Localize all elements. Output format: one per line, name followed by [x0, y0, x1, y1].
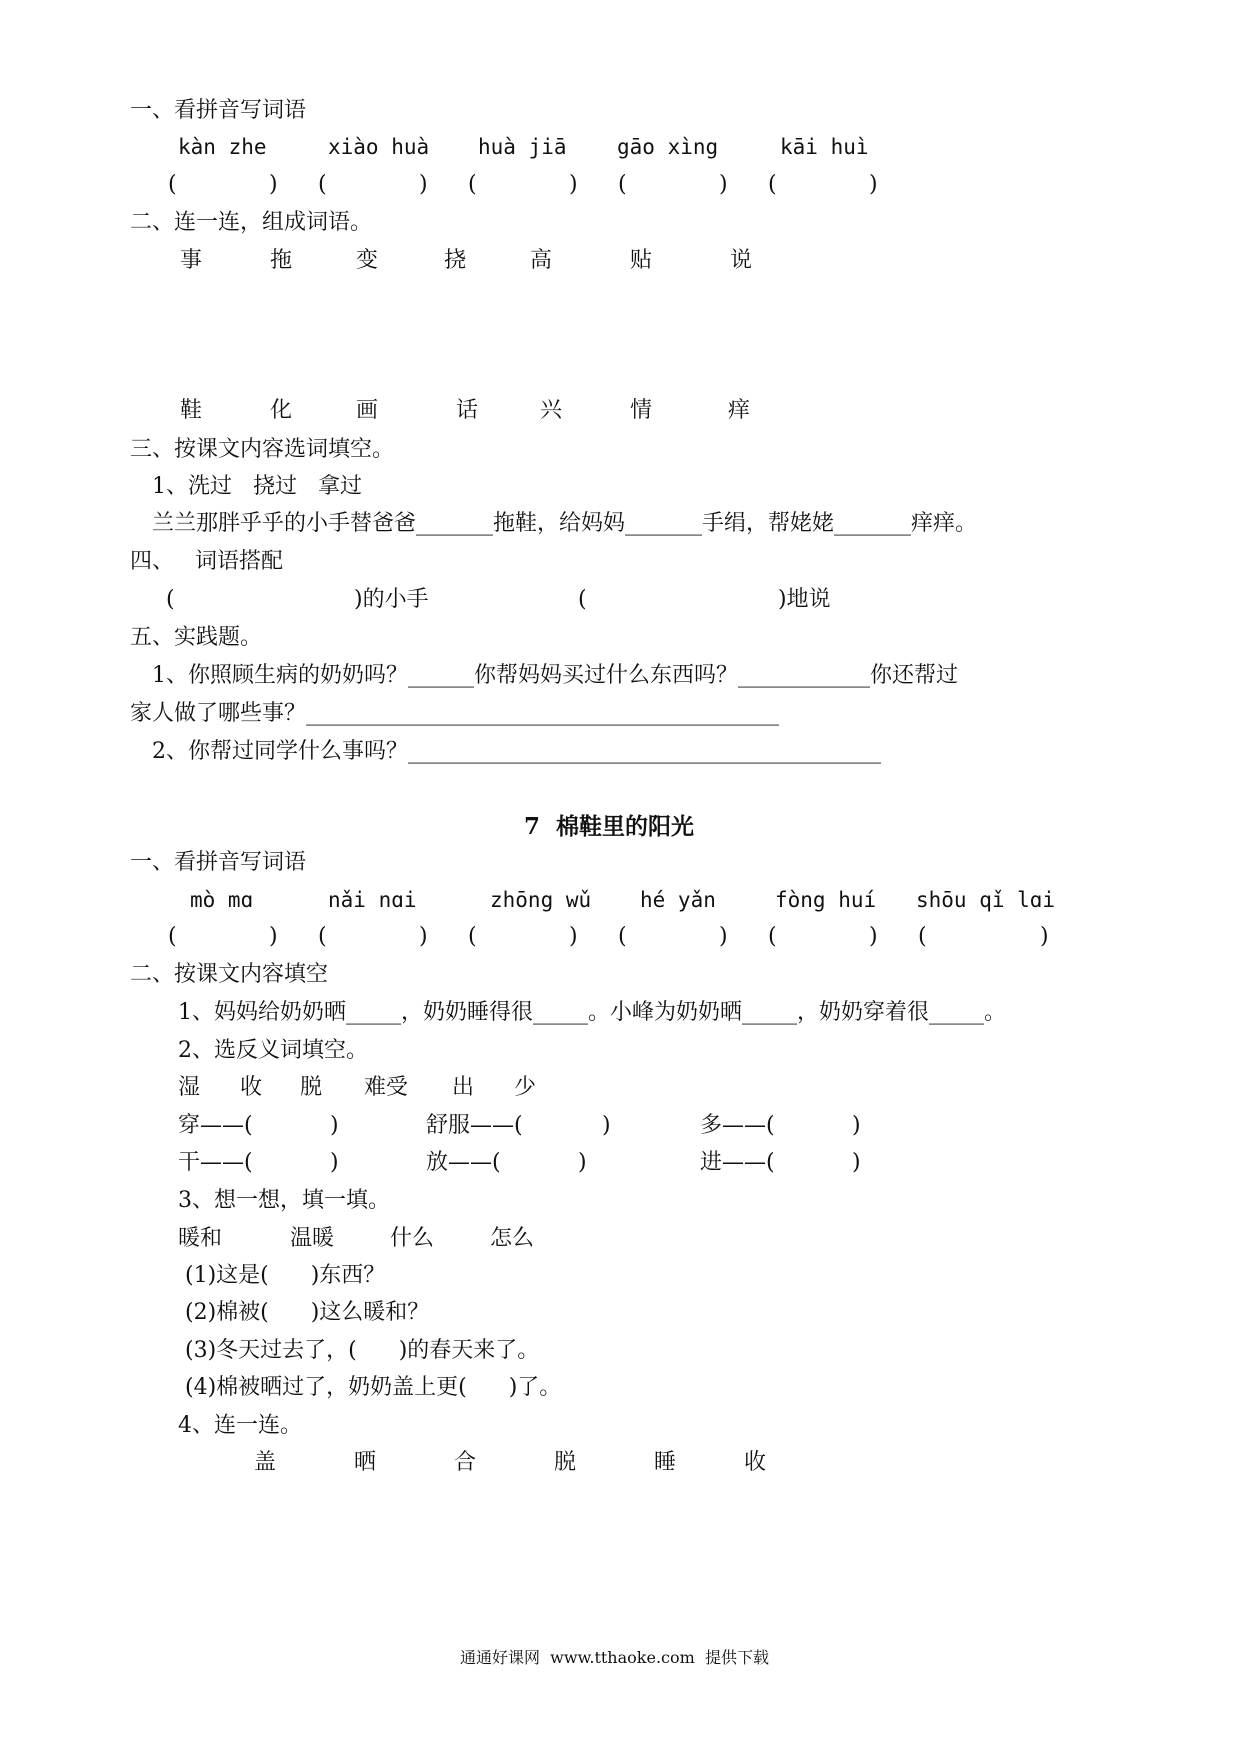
paren-close: ) — [419, 924, 428, 949]
match-char: 高 — [530, 248, 553, 273]
fill-item: (3)冬天过去了，( )的春天来了。 — [185, 1338, 540, 1363]
fill-sentence: 1、妈妈给奶奶晒_____，奶奶睡得很_____。小峰为奶奶晒_____，奶奶穿着很_____。 — [178, 1000, 1006, 1025]
pinyin-item: kàn zhe — [178, 135, 267, 159]
paren-close: ) — [569, 172, 578, 197]
pinyin-item: xiào huà — [328, 135, 430, 159]
match-char: 话 — [456, 398, 479, 423]
antonym-prompt: 干——( — [178, 1150, 253, 1175]
practice-question: 2、你帮过同学什么事吗？___________________________________________ — [152, 739, 881, 764]
match-char: 睡 — [654, 1450, 677, 1475]
paren-close: ) — [852, 1113, 861, 1138]
paren-open: ( — [168, 924, 177, 949]
paren-open: ( — [318, 924, 327, 949]
bank-word: 难受 — [364, 1075, 409, 1100]
pinyin-item: mò mɑ — [190, 888, 254, 912]
paren-open: ( — [918, 924, 927, 949]
match-char: 盖 — [254, 1450, 277, 1475]
match-char: 脱 — [554, 1450, 577, 1475]
bank-word: 什么 — [390, 1226, 435, 1251]
match-char: 贴 — [630, 248, 653, 273]
paren-close: ) — [602, 1113, 611, 1138]
match-char: 变 — [356, 248, 379, 273]
page-footer: 通通好课网 www.tthaoke.com 提供下载 — [460, 1648, 769, 1667]
paren-open: ( — [468, 924, 477, 949]
paren-close: ) — [419, 172, 428, 197]
paren-close: ) — [869, 172, 878, 197]
bank-word: 收 — [240, 1075, 263, 1100]
collocation-hand: )的小手 — [354, 587, 429, 612]
paren-open: ( — [618, 172, 627, 197]
match-char: 痒 — [728, 398, 751, 423]
match-char: 画 — [356, 398, 379, 423]
paren-open: ( — [166, 587, 175, 612]
paren-open: ( — [468, 172, 477, 197]
collocation-say: )地说 — [778, 587, 831, 612]
match-char: 鞋 — [180, 398, 203, 423]
antonym-title: 2、选反义词填空。 — [178, 1038, 368, 1063]
match-char: 挠 — [444, 248, 467, 273]
match-char: 化 — [270, 398, 293, 423]
fill-item: (2)棉被( )这么暖和？ — [185, 1300, 430, 1325]
section-4-title: 四、 词语搭配 — [130, 549, 283, 574]
antonym-prompt: 穿——( — [178, 1113, 253, 1138]
pinyin-item: nǎi nɑi — [328, 888, 417, 912]
paren-close: ) — [330, 1150, 339, 1175]
section-2-title: 二、连一连，组成词语。 — [130, 210, 373, 235]
pinyin-item: kāi huì — [780, 135, 869, 159]
paren-close: ) — [269, 924, 278, 949]
word-options: 1、洗过 挠过 拿过 — [152, 474, 362, 499]
section-1-title: 一、看拼音写词语 — [130, 98, 307, 123]
match-char: 收 — [744, 1450, 767, 1475]
section-1-title: 一、看拼音写词语 — [130, 850, 307, 875]
match-char: 合 — [454, 1450, 477, 1475]
antonym-prompt: 多——( — [700, 1113, 775, 1138]
match-char: 情 — [630, 398, 653, 423]
match-char: 晒 — [354, 1450, 377, 1475]
paren-open: ( — [768, 172, 777, 197]
paren-close: ) — [269, 172, 278, 197]
paren-close: ) — [578, 1150, 587, 1175]
paren-close: ) — [1040, 924, 1049, 949]
paren-close: ) — [569, 924, 578, 949]
bank-word: 湿 — [178, 1075, 201, 1100]
match-char: 拖 — [270, 248, 293, 273]
paren-close: ) — [719, 172, 728, 197]
pinyin-item: huà jiā — [478, 135, 567, 159]
bank-word: 少 — [514, 1075, 537, 1100]
match-char: 说 — [730, 248, 753, 273]
section-3-title: 三、按课文内容选词填空。 — [130, 437, 395, 462]
pinyin-item: hé yǎn — [640, 888, 716, 912]
bank-word: 脱 — [300, 1075, 323, 1100]
antonym-prompt: 进——( — [700, 1150, 775, 1175]
paren-close: ) — [852, 1150, 861, 1175]
lesson-title: 7 棉鞋里的阳光 — [524, 813, 695, 840]
pinyin-item: gāo xìng — [617, 135, 719, 159]
bank-word: 怎么 — [490, 1226, 535, 1251]
fill-item: (4)棉被晒过了，奶奶盖上更( )了。 — [185, 1375, 562, 1400]
paren-open: ( — [318, 172, 327, 197]
paren-open: ( — [168, 172, 177, 197]
match-char: 事 — [180, 248, 203, 273]
pinyin-item: shōu qǐ lɑi — [916, 888, 1056, 912]
section-2-title: 二、按课文内容填空 — [130, 962, 329, 987]
fill-sentence: 兰兰那胖乎乎的小手替爸爸_______拖鞋，给妈妈_______手绢，帮姥姥_______痒痒。 — [152, 511, 978, 536]
antonym-prompt: 舒服——( — [426, 1113, 523, 1138]
pinyin-item: zhōng wǔ — [490, 888, 592, 912]
match-char: 兴 — [540, 398, 563, 423]
bank-word: 出 — [452, 1075, 475, 1100]
practice-question: 1、你照顾生病的奶奶吗？______你帮妈妈买过什么东西吗？____________你还帮过 — [152, 663, 958, 688]
bank-word: 暖和 — [178, 1226, 223, 1251]
pinyin-item: fòng huí — [775, 888, 877, 912]
match-title: 4、连一连。 — [178, 1413, 302, 1438]
paren-close: ) — [330, 1113, 339, 1138]
practice-question-cont: 家人做了哪些事？___________________________________________ — [130, 701, 780, 726]
paren-close: ) — [719, 924, 728, 949]
section-5-title: 五、实践题。 — [130, 625, 263, 650]
antonym-prompt: 放——( — [426, 1150, 501, 1175]
paren-open: ( — [578, 587, 587, 612]
paren-open: ( — [768, 924, 777, 949]
fill-title: 3、想一想，填一填。 — [178, 1188, 390, 1213]
bank-word: 温暖 — [290, 1226, 335, 1251]
paren-open: ( — [618, 924, 627, 949]
fill-item: (1)这是( )东西？ — [185, 1263, 386, 1288]
paren-close: ) — [869, 924, 878, 949]
